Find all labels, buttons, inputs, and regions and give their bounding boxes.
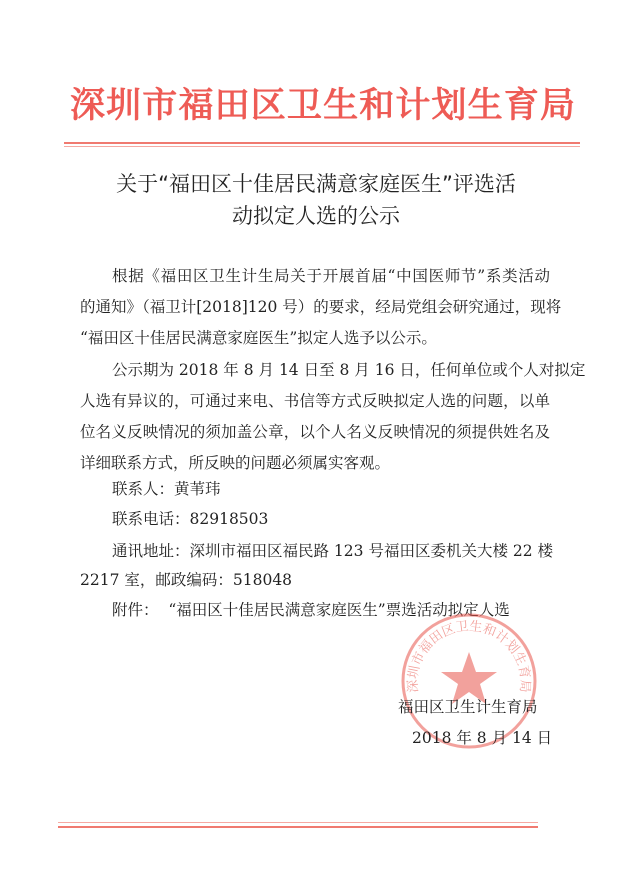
issue-date: 2018 年 8 月 14 日 (412, 729, 553, 747)
paragraph-2-line: 公示期为 2018 年 8 月 14 日至 8 月 16 日，任何单位或个人对拟定 (112, 361, 586, 379)
document-title-line2: 动拟定人选的公示 (232, 204, 400, 228)
letterhead-org-name: 深圳市福田区卫生和计划生育局 (70, 85, 576, 126)
contact-person: 联系人：黄苇玮 (112, 480, 221, 498)
contact-phone: 联系电话：82918503 (112, 510, 269, 528)
address-line: 通讯地址：深圳市福田区福民路 123 号福田区委机关大楼 22 楼 (112, 542, 554, 560)
issuer-name: 福田区卫生计生育局 (398, 698, 538, 716)
footer-divider-thin (58, 822, 538, 823)
paragraph-2-line: 位名义反映情况的须加盖公章，以个人名义反映情况的须提供姓名及 (80, 423, 550, 441)
paragraph-2-line: 人选有异议的，可通过来电、书信等方式反映拟定人选的问题，以单 (80, 392, 550, 410)
document-title-line1: 关于“福田区十佳居民满意家庭医生”评选活 (116, 172, 516, 196)
paragraph-1-line: “福田区十佳居民满意家庭医生”拟定人选予以公示。 (80, 329, 437, 347)
seal-text: 深圳市福田区卫生和计划生育局 (405, 619, 533, 693)
letterhead-divider-thin (64, 146, 580, 147)
paragraph-2-line: 详细联系方式，所反映的问题必须属实客观。 (80, 454, 391, 472)
attachment: 附件： “福田区十佳居民满意家庭医生”票选活动拟定人选 (112, 601, 510, 619)
footer-divider (58, 826, 538, 828)
paragraph-1-line: 的通知》（福卫计[2018]120 号）的要求，经局党组会研究通过，现将 (80, 298, 562, 316)
letterhead-divider (64, 142, 580, 144)
paragraph-1-line: 根据《福田区卫生计生局关于开展首届“中国医师节”系类活动 (112, 267, 550, 285)
address-line: 2217 室，邮政编码：518048 (80, 571, 293, 589)
